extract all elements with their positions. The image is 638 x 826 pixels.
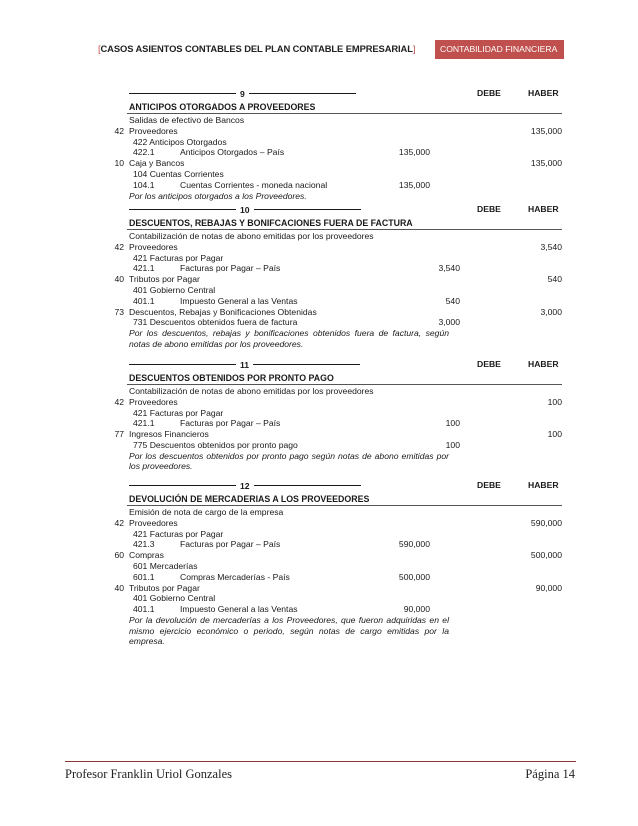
subaccount-code: 421.3: [133, 539, 155, 550]
subaccount-code: 401.1: [133, 295, 155, 306]
column-header-haber: HABER: [528, 88, 559, 98]
footer-divider: [65, 761, 576, 762]
haber-amount: 100: [547, 429, 562, 440]
debe-amount: 540: [445, 295, 460, 306]
subaccount-code: 104.1: [133, 179, 155, 190]
debe-amount: 90,000: [403, 604, 430, 615]
column-header-debe: DEBE: [477, 480, 501, 490]
subaccount-code: 422.1: [133, 147, 155, 158]
footer-page-number: Página 14: [525, 767, 575, 781]
header-title: [98, 43, 415, 54]
entry-separator: [129, 480, 361, 491]
entry-separator: [129, 359, 360, 370]
account-name: Tributos por Pagar: [129, 582, 200, 593]
entry-title-rule: [127, 384, 562, 385]
haber-amount: 100: [547, 396, 562, 407]
subaccount: 421 Facturas por Pagar: [133, 407, 224, 418]
entry-intro: Emisión de nota de cargo de la empresa: [129, 507, 284, 517]
subaccount-name: Facturas por Pagar – País: [180, 418, 281, 429]
header-section-badge: CONTABILIDAD FINANCIERA: [435, 40, 564, 59]
entry-separator: [129, 204, 361, 215]
separator-line: [253, 364, 360, 365]
separator-line: [129, 364, 236, 365]
subaccount: 731 Descuentos obtenidos fuera de factura: [133, 317, 298, 328]
haber-amount: 135,000: [530, 125, 562, 136]
account-name: Caja y Bancos: [129, 158, 185, 169]
footer-author: Profesor Franklin Uriol Gonzales: [65, 767, 232, 781]
debe-amount: 3,000: [438, 317, 460, 328]
column-header-haber: HABER: [528, 480, 559, 490]
debe-amount: 135,000: [398, 179, 430, 190]
subaccount: 421 Facturas por Pagar: [133, 528, 224, 539]
subaccount-name: Impuesto General a las Ventas: [180, 604, 298, 615]
debe-amount: 3,540: [438, 263, 460, 274]
entry-note: Por los descuentos, rebajas y bonificaciones obtenidos fuera de factura, según notas de abono emitidas por los proveedores.: [129, 328, 449, 349]
subaccount: 104 Cuentas Corrientes: [133, 169, 224, 179]
subaccount-code: 421.1: [133, 418, 155, 429]
account-code: 73: [114, 306, 124, 317]
entry-number: 11: [240, 359, 250, 370]
entry-note: Por los descuentos obtenidos por pronto pago según notas de abono emitidas por los proveedores.: [129, 450, 449, 472]
separator-line: [254, 485, 361, 486]
column-header-debe: DEBE: [477, 359, 501, 369]
entry-title: DESCUENTOS OBTENIDOS POR PRONTO PAGO: [129, 373, 334, 383]
subaccount: 421 Facturas por Pagar: [133, 252, 224, 263]
entry-number: 9: [240, 88, 245, 99]
debe-amount: 135,000: [398, 147, 430, 158]
separator-line: [249, 93, 356, 94]
haber-amount: 90,000: [535, 582, 562, 593]
entry-number: 12: [240, 480, 250, 491]
account-name: Compras: [129, 550, 164, 561]
haber-amount: 3,540: [540, 241, 562, 252]
haber-amount: 500,000: [530, 550, 562, 561]
account-name: Ingresos Financieros: [129, 429, 209, 440]
subaccount: 775 Descuentos obtenidos por pronto pago: [133, 440, 298, 450]
subaccount: 401 Gobierno Central: [133, 285, 216, 295]
entry-title: DEVOLUCIÓN DE MERCADERIAS A LOS PROVEEDORES: [129, 494, 370, 504]
haber-amount: 590,000: [530, 517, 562, 528]
header-title-text: CASOS ASIENTOS CONTABLES DEL PLAN CONTABLE EMPRESARIAL: [100, 43, 413, 54]
column-header-debe: DEBE: [477, 88, 501, 98]
subaccount-code: 421.1: [133, 263, 155, 274]
haber-amount: 540: [547, 274, 562, 285]
account-code: 42: [114, 125, 124, 136]
entry-title-rule: [127, 113, 562, 114]
debe-amount: 590,000: [398, 539, 430, 550]
column-header-haber: HABER: [528, 359, 559, 369]
column-header-haber: HABER: [528, 204, 559, 214]
entry-title: DESCUENTOS, REBAJAS Y BONIFCACIONES FUERA DE FACTURA: [129, 218, 413, 228]
subaccount: 422 Anticipos Otorgados: [133, 136, 227, 147]
debe-amount: 500,000: [398, 571, 430, 582]
entry-title-rule: [127, 229, 562, 230]
account-code: 42: [114, 241, 124, 252]
entry-note: Por los anticipos otorgados a los Proveedores.: [129, 190, 307, 201]
subaccount-name: Impuesto General a las Ventas: [180, 295, 298, 306]
separator-line: [254, 209, 361, 210]
header-close-bracket: ]: [412, 43, 416, 54]
account-code: 42: [114, 517, 124, 528]
debe-amount: 100: [445, 440, 460, 450]
subaccount-code: 401.1: [133, 604, 155, 615]
haber-amount: 3,000: [540, 306, 562, 317]
entry-note: Por la devolución de mercaderías a los Proveedores, que fueron adquiridas en el mismo ejercicio económico o periodo, según notas de cargo emitidas por la empresa.: [129, 615, 449, 646]
subaccount-name: Facturas por Pagar – País: [180, 263, 281, 274]
account-name: Tributos por Pagar: [129, 274, 200, 285]
entry-title-rule: [127, 505, 562, 506]
entry-intro: Contabilización de notas de abono emitidas por los proveedores: [129, 231, 374, 241]
subaccount-name: Anticipos Otorgados – País: [180, 147, 285, 158]
column-header-debe: DEBE: [477, 204, 501, 214]
account-code: 77: [114, 429, 124, 440]
subaccount-name: Cuentas Corrientes - moneda nacional: [180, 179, 328, 190]
entry-title: ANTICIPOS OTORGADOS A PROVEEDORES: [129, 102, 316, 112]
account-name: Proveedores: [129, 517, 178, 528]
separator-line: [129, 209, 236, 210]
account-code: 10: [114, 158, 124, 169]
subaccount: 401 Gobierno Central: [133, 593, 216, 604]
page-header: [98, 40, 564, 60]
subaccount-name: Facturas por Pagar – País: [180, 539, 281, 550]
haber-amount: 135,000: [530, 158, 562, 169]
account-code: 42: [114, 396, 124, 407]
separator-line: [129, 93, 236, 94]
account-code: 60: [114, 550, 124, 561]
subaccount: 601 Mercaderías: [133, 561, 198, 571]
subaccount-name: Compras Mercaderías - País: [180, 571, 290, 582]
account-name: Proveedores: [129, 241, 178, 252]
entry-separator: [129, 88, 356, 99]
debe-amount: 100: [445, 418, 460, 429]
separator-line: [129, 485, 236, 486]
entry-number: 10: [240, 204, 250, 215]
header-open-bracket: [: [98, 43, 101, 54]
account-code: 40: [114, 582, 124, 593]
entry-intro: Salidas de efectivo de Bancos: [129, 115, 245, 125]
account-name: Proveedores: [129, 125, 178, 136]
account-name: Proveedores: [129, 396, 178, 407]
subaccount-code: 601.1: [133, 571, 155, 582]
entry-intro: Contabilización de notas de abono emitidas por los proveedores: [129, 386, 374, 396]
account-name: Descuentos, Rebajas y Bonificaciones Obtenidas: [129, 306, 317, 317]
account-code: 40: [114, 274, 124, 285]
